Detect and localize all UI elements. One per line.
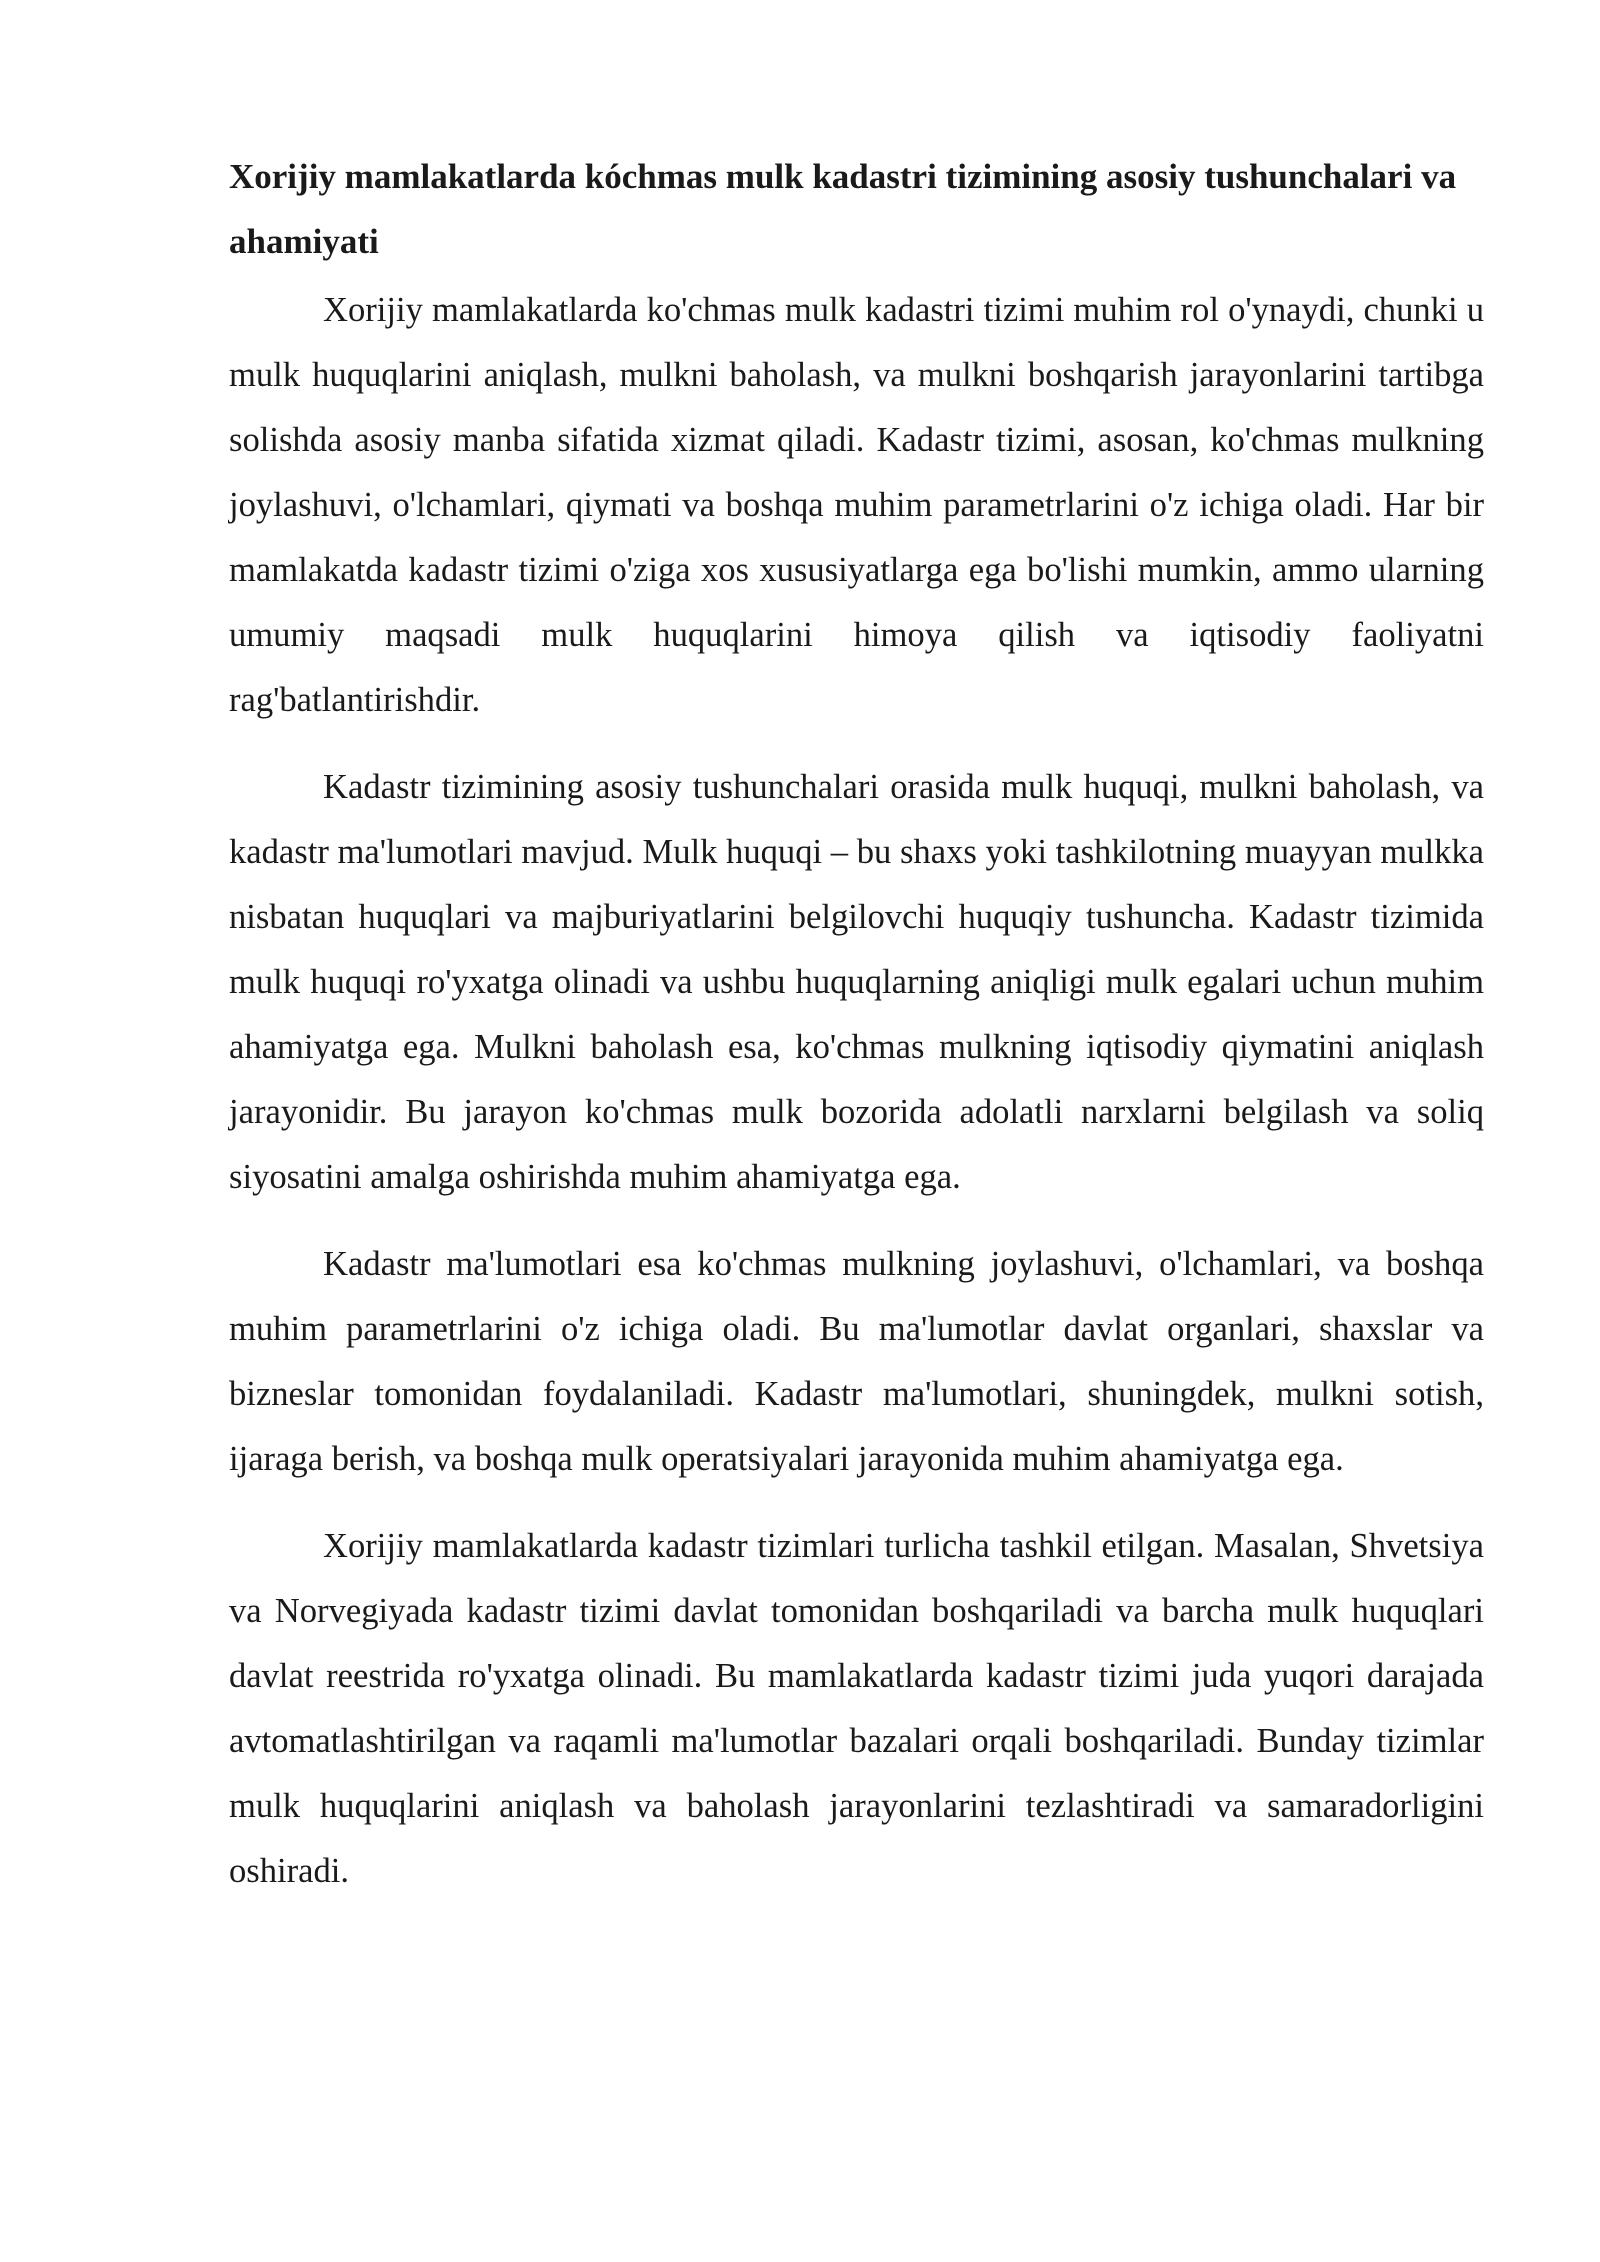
paragraph-4: Xorijiy mamlakatlarda kadastr tizimlari turlicha tashkil etilgan. Masalan, Shvetsiya va Norvegiyada kadastr tizimi davlat tomonidan boshqariladi va barcha mulk huquqlari davlat reestrida ro'yxatga olinadi. Bu mamlakatlarda kadastr tizimi juda yuqori darajada avtomatlashtirilgan va raqamli ma'lumotlar bazalari orqali boshqariladi. Bunday tizimlar mulk huquqlarini aniqlash va baholash jarayonlarini tezlashtiradi va samaradorligini oshiradi.: [229, 1527, 1484, 1890]
paragraph-3: Kadastr ma'lumotlari esa ko'chmas mulkning joylashuvi, o'lchamlari, va boshqa muhim parametrlarini o'z ichiga oladi. Bu ma'lumotlar davlat organlari, shaxslar va bizneslar tomonidan foydalaniladi. Kadastr ma'lumotlari, shuningdek, mulkni sotish, ijaraga berish, va boshqa mulk operatsiyalari jarayonida muhim ahamiyatga ega.: [229, 1245, 1484, 1478]
document-title: Xorijiy mamlakatlarda kóchmas mulk kadastri tizimining asosiy tushunchalari va ahamiyati: [229, 157, 1457, 261]
paragraph-2: Kadastr tizimining asosiy tushunchalari orasida mulk huquqi, mulkni baholash, va kadastr ma'lumotlari mavjud. Mulk huquqi – bu shaxs yoki tashkilotning muayyan mulkka nisbatan huquqlari va majburiyatlarini belgilovchi huquqiy tushuncha. Kadastr tizimida mulk huquqi ro'yxatga olinadi va ushbu huquqlarning aniqligi mulk egalari uchun muhim ahamiyatga ega. Mulkni baholash esa, ko'chmas mulkning iqtisodiy qiymatini aniqlash jarayonidir. Bu jarayon ko'chmas mulk bozorida adolatli narxlarni belgilash va soliq siyosatini amalga oshirishda muhim ahamiyatga ega.: [229, 768, 1484, 1196]
paragraph-1: Xorijiy mamlakatlarda ko'chmas mulk kadastri tizimi muhim rol o'ynaydi, chunki u mulk huquqlarini aniqlash, mulkni baholash, va mulkni boshqarish jarayonlarini tartibga solishda asosiy manba sifatida xizmat qiladi. Kadastr tizimi, asosan, ko'chmas mulkning joylashuvi, o'lchamlari, qiymati va boshqa muhim parametrlarini o'z ichiga oladi. Har bir mamlakatda kadastr tizimi o'ziga xos xususiyatlarga ega bo'lishi mumkin, ammo ularning umumiy maqsadi mulk huquqlarini himoya qilish va iqtisodiy faoliyatni rag'batlantirishdir.: [229, 291, 1484, 719]
